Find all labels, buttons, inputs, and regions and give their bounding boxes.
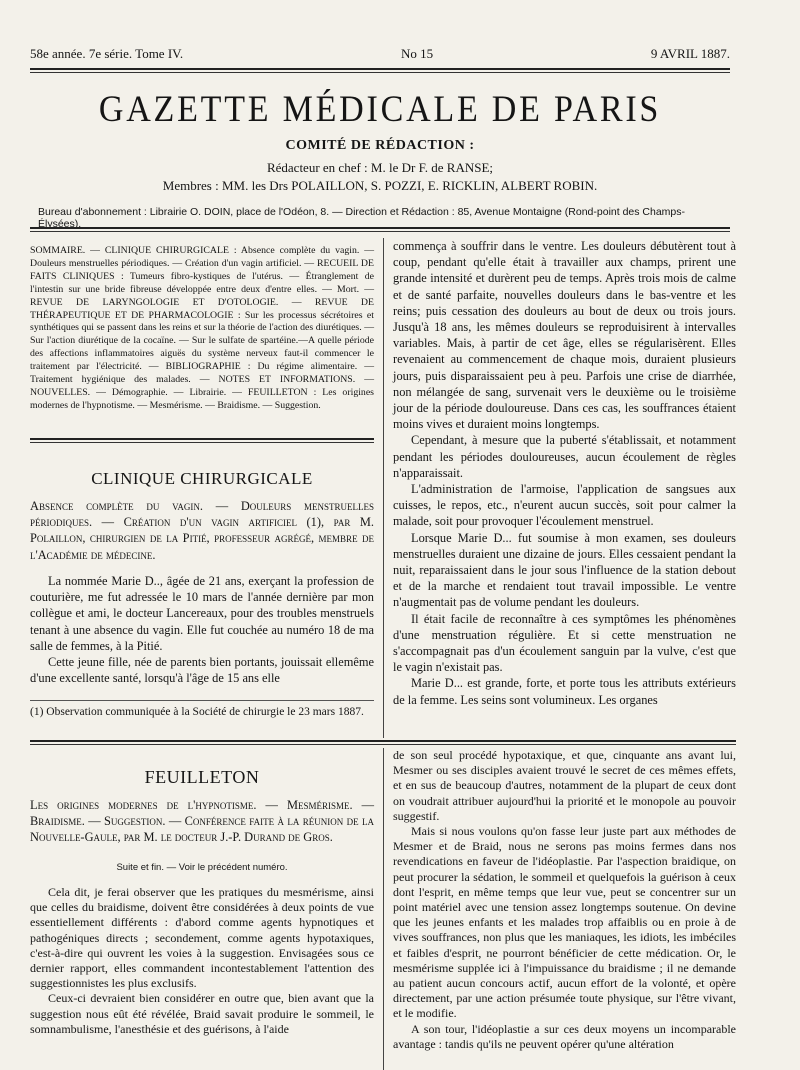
feuilleton-paragraph: Mais si nous voulons qu'on fasse leur juste part aux méthodes de Mesmer et de Braid, nous ne serons pas moins fermes dans nos revendications en faveur de l'idéoplastie. Par l'aspection braidique, on peut procurer la sédation, le sommeil et quelquefois la guérison à ceux dont l'esprit, en même temps que leur vue, peut se concentrer sur un point matériel avec une tension assez longtemps soutenue. On devine que les jeunes enfants et les malades trop affaiblis ou en proie à de vives souffrances, non plus que les maniaques, les idiots, les imbéciles et faibles d'esprit, ne pourront bénéficier de cette médication. Or, le mesmérisme supplée ici à l'impuissance du braidisme ; il ne demande au patient aucun concours actif, aucun effort de la volonté, et opère directement, par une action présumée toute physique, sur l'être vivant, et le modifie. bbox=[393, 824, 736, 1021]
sommaire-rule bbox=[30, 438, 374, 440]
comite-heading: COMITÉ DE RÉDACTION : bbox=[285, 138, 475, 153]
header-rule bbox=[30, 68, 730, 70]
clinique-paragraph: La nommée Marie D.., âgée de 21 ans, exerçant la profession de couturière, me fut adressée le 10 mars de l'année dernière par mon collègue et ami, le docteur Lancereaux, pour des troubles menstruels tenant à une absence du vagin. Elle fut couchée au numéro 18 de ma salle de femmes, à la Pitié. bbox=[30, 574, 374, 653]
feuilleton-body bbox=[30, 885, 374, 1037]
bureau-line: Bureau d'abonnement : Librairie O. DOIN, place de l'Odéon, 8. — Direction et Rédaction : 85, Avenue Montaigne (Rond-point des Champs-Élysées). bbox=[38, 206, 686, 230]
issue-number: No 15 bbox=[400, 46, 434, 61]
right-paragraph: L'administration de l'armoise, l'application de sangsues aux cuisses, le repos, etc., n'eurent aucun succès, soit pour calmer la malade, soit pour provoquer l'écoulement menstruel. bbox=[393, 482, 736, 529]
masthead-bottom-rule bbox=[30, 227, 730, 229]
clinique-continued bbox=[393, 238, 736, 708]
feuilleton-divider bbox=[383, 748, 384, 1070]
membres-line: Membres : MM. les Drs POLAILLON, S. POZZI, E. RICKLIN, ALBERT ROBIN. bbox=[162, 178, 598, 193]
right-paragraph: Cependant, à mesure que la puberté s'établissait, et notamment pendant les périodes douloureuses, aucun écoulement de règles n'apparaissait. bbox=[393, 433, 736, 480]
right-paragraph: commença à souffrir dans le ventre. Les douleurs débutèrent tout à coup, pendant qu'elle était à travailler aux champs, prirent une grande intensité et durèrent peu de temps. Après trois mois de calme et de santé parfaite, nouvelles douleurs dans le bas-ventre et les reins; puis cessation des douleurs au bout de deux ou trois jours. Jusqu'à 18 ans, les mêmes douleurs se reproduisirent à intervalles variables. Mais, à partir de cet âge, elles se régularisèrent. Elles revenaient au commencement de chaque mois, duraient plusieurs jours, puis disparaissaient peu à peu. Parfois une crise de diarrhée, non mélangée de sang, survenait vers le deuxième ou le troisième jour de la période douloureuse. Dans ces cas, les souffrances étaient moins vives et duraient moins longtemps. bbox=[393, 239, 736, 432]
journal-title: GAZETTE MÉDICALE DE PARIS bbox=[98, 89, 662, 130]
right-paragraph: Lorsque Marie D... fut soumise à mon examen, ses douleurs menstruelles duraient une dizaine de jours. Elles cessaient pendant la nuit, reparaissaient dans le jour sous l'influence de la station debout et de la marche et rendaient tout travail impossible. Le ventre n'augmentait pas de volume pendant les douleurs. bbox=[393, 530, 736, 610]
sommaire-rule-thin bbox=[30, 442, 374, 443]
feuilleton-rule-thin bbox=[30, 744, 736, 745]
feuilleton-continued bbox=[393, 748, 736, 1052]
feuilleton-paragraph: A son tour, l'idéoplastie a sur ces deux moyens un incomparable avantage : tandis qu'ils ne peuvent opérer qu'une altération bbox=[393, 1021, 736, 1051]
feuilleton-rule bbox=[30, 740, 736, 742]
clinique-paragraph: Cette jeune fille, née de parents bien portants, jouissait ellemême d'une excellente santé, lorsqu'à l'âge de 15 ans elle bbox=[30, 655, 374, 686]
edition-label: 58e année. 7e série. Tome IV. bbox=[30, 46, 184, 61]
feuilleton-suite: Suite et fin. — Voir le précédent numéro. bbox=[116, 862, 288, 873]
feuilleton-subtitle: Les origines modernes de l'hypnotisme. — Mesmérisme. — Braidisme. — Suggestion. — Conférence faite à la réunion de la Nouvelle-Gaule, par M. le docteur J.-P. Durand de Gros. bbox=[30, 798, 374, 845]
feuilleton-paragraph: Cela dit, je ferai observer que les pratiques du mesmérisme, ainsi que celles du braidisme, doivent être considérées à deux points de vue essentiellement différents : d'abord comme agents hypnotiques et pathogéniques directs ; secondement, comme agents hypotaxiques, c'est-à-dire qui ouvrent les voies à la suggestion. Envisagées sous ce dernier rapport, elles commandent incontestablement l'attention des suggestionnistes les plus exclusifs. bbox=[30, 885, 374, 991]
feuilleton-heading: FEUILLETON bbox=[144, 767, 260, 787]
right-paragraph: Marie D... est grande, forte, et porte tous les attributs extérieurs de la femme. Les seins sont volumineux. Les organes bbox=[393, 676, 736, 707]
feuilleton-paragraph: Ceux-ci devraient bien considérer en outre que, bien avant que la suggestion nous eût été révélée, Braid savait produire le sommeil, le somnambulisme, l'anesthésie et des guérisons, à l'aide bbox=[30, 991, 374, 1036]
sommaire-block: SOMMAIRE. — CLINIQUE CHIRURGICALE : Absence complète du vagin. — Douleurs menstruelles périodiques. — Création d'un vagin artificiel. — RECUEIL DE FAITS CLINIQUES : Tumeurs fibro-kystiques de l'utérus. — Étranglement de l'intestin sur une bride fibreuse développée entre deux d'entre elles. — Mort. — REVUE DE LARYNGOLOGIE ET D'OTOLOGIE. — REVUE DE THÉRAPEUTIQUE ET DE PHARMACOLOGIE : Sur les processus sécrétoires et synthétiques qui se passent dans les reins et sur la théorie de l'action des diurétiques. — Sur l'action diurétique de la cocaïne. — Sur le sulfate de spartéine.—A quelle période des affections inflammatoires aiguës du système nerveux faut-il commencer le traitement par l'électricité. — BIBLIOGRAPHIE : Du régime alimentaire. — Traitement hygiénique des malades. — NOTES ET INFORMATIONS. — NOUVELLES. — Démographie. — Librairie. — FEUILLETON : Les origines modernes de l'hypnotisme. — Mesmérisme. — Braidisme. — Suggestion. bbox=[30, 245, 374, 411]
column-divider bbox=[383, 238, 384, 738]
clinique-heading: CLINIQUE CHIRURGICALE bbox=[91, 469, 313, 488]
right-paragraph: Il était facile de reconnaître à ces symptômes les phénomènes d'une menstruation régulière. Et si cette menstruation ne s'accompagnait pas d'un écoulement sanguin par la vulve, c'est que le vagin n'existait pas. bbox=[393, 611, 736, 675]
masthead-topline bbox=[30, 46, 730, 62]
header-rule-thin bbox=[30, 72, 730, 73]
redacteur-line: Rédacteur en chef : M. le Dr F. de RANSE; bbox=[266, 160, 494, 175]
issue-date: 9 AVRIL 1887. bbox=[650, 46, 730, 61]
clinique-subtitle: Absence complète du vagin. — Douleurs menstruelles périodiques. — Création d'un vagin artificiel (1), par M. Polaillon, chirurgien de la Pitié, professeur agrégé, membre de l'Académie de médecine. bbox=[30, 499, 374, 562]
clinique-footnote: (1) Observation communiquée à la Société de chirurgie le 23 mars 1887. bbox=[30, 706, 364, 718]
masthead-bottom-rule-thin bbox=[30, 231, 730, 232]
footnote-rule bbox=[30, 700, 374, 701]
clinique-body bbox=[30, 573, 374, 686]
feuilleton-paragraph: de son seul procédé hypotaxique, et que, cinquante ans avant lui, Mesmer ou ses disciples avaient trouvé le secret de ces mêmes effets, et en sus de beaucoup d'autres, notamment de la plupart de ceux dont on voudrait attribuer aujourd'hui la priorité et le monopole au pouvoir suggestif. bbox=[393, 748, 736, 823]
